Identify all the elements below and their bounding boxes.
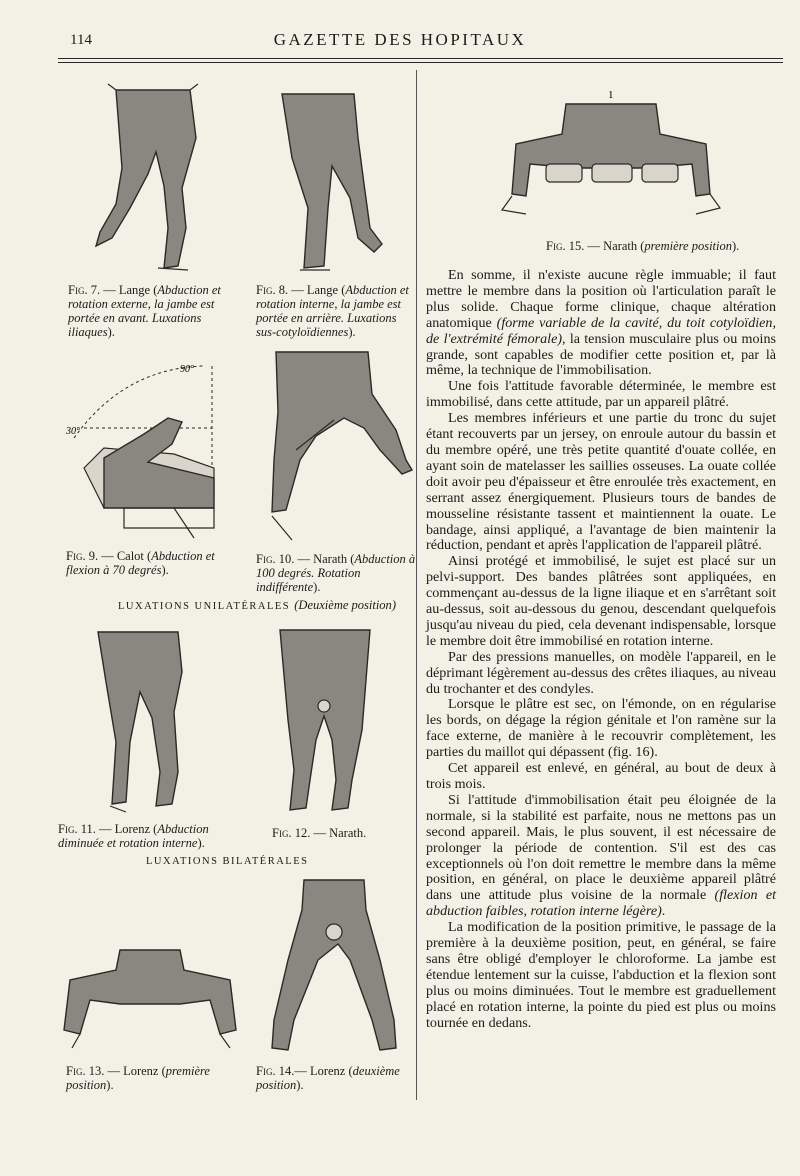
paragraph-6: Lorsque le plâtre est sec, on l'émonde, on en régularise les bords, on dégage la région génitale et l'on ramène sur la face externe, de manière à le recouvrir complètement, les parties du maillot qui dépassent (fig. 16). <box>426 696 776 761</box>
paragraph-1-italic: (forme variable de la cavité, du toit cotyloïdien, de l'extrémité fémorale) <box>426 314 776 347</box>
paragraph-1-end: , la tension musculaire plus ou moins grande, sont capables de modifier cette position et, par là même, la technique de l'immobilisation. <box>426 330 776 379</box>
fig9-author: — Calot <box>98 549 148 563</box>
fig8-label: Fig. 8. <box>256 283 289 297</box>
figure-11-caption <box>58 822 248 850</box>
section-luxations-bilaterales <box>146 856 308 867</box>
paragraph-7: Cet appareil est enlevé, en général, au bout de deux à trois mois. <box>426 760 776 792</box>
fig9-angle-30: 30° <box>66 426 80 437</box>
figure-14-caption <box>256 1064 416 1092</box>
fig15-open: ( <box>640 239 645 253</box>
fig11-desc: Abduction diminuée et rotation interne <box>58 822 209 850</box>
fig8-close: ). <box>348 325 356 339</box>
section-bilateral-text: LUXATIONS BILATÉRALES <box>146 856 309 867</box>
fig7-close: ). <box>107 325 115 339</box>
fig15-desc: première position <box>644 239 732 253</box>
fig7-open: ( <box>153 283 158 297</box>
figure-10-caption <box>256 552 416 594</box>
fig9-label: Fig. 9. <box>66 549 99 563</box>
paragraph-1-start: En somme, il n'existe aucune règle immuable; il faut mettre le membre dans la position où l'articulation paraît le plus solide. Chaque forme clinique, chaque altération anatomique <box>426 267 776 331</box>
fig15-close: ). <box>732 239 740 253</box>
fig11-close: ). <box>197 836 205 850</box>
paragraph-8-italic: (flexion et abduction faibles, rotation interne légère) <box>426 887 776 920</box>
fig13-close: ). <box>106 1078 114 1092</box>
fig7-author: — Lange <box>100 283 154 297</box>
figure-12-illustration <box>266 620 396 820</box>
paragraph-3: Les membres inférieurs et une partie du tronc du sujet étant recouverts par un jersey, on enroule autour du bassin et du membre opéré, une très petite quantité d'ouate collée, en ayant soin de matelasser les saillies osseuses. La ouate collée doit avoir peu d'épaisseur et être enroulée très exactement, en serrant assez énergiquement. Plusieurs tours de bandes de mousseline résistante tassent et maintiennent la ouate. Le bandage, ainsi appliqué, a l'avantage de bien maintenir la réduction, pendant et après l'application de l'appareil plâtré. <box>426 410 776 554</box>
figure-8-caption <box>256 283 416 339</box>
running-head: GAZETTE DES HOPITAUX <box>273 30 527 49</box>
page-number: 114 <box>70 32 92 48</box>
paragraph-9: La modification de la position primitive, le passage de la première à la deuxième position, peut, en général, se faire sans être obligé d'employer le chloroforme. La jambe est étendue lentement sur la cuisse, l'abduction et la flexion sont plus ou moins diminuées. Tout le membre est graduellement placé en rotation interne, la pointe du pied est plus ou moins tournée en dedans. <box>426 919 776 1031</box>
fig11-open: ( <box>153 822 158 836</box>
fig10-author: — Narath <box>294 552 351 566</box>
figure-13-caption <box>66 1064 246 1092</box>
fig14-desc: deuxième position <box>256 1064 400 1092</box>
paragraph-2: Une fois l'attitude favorable déterminée, le membre est immobilisé, dans cette attitude, par un appareil plâtré. <box>426 378 776 411</box>
figure-11-illustration <box>86 622 196 817</box>
fig14-open: ( <box>348 1064 353 1078</box>
fig8-author: — Lange <box>288 283 342 297</box>
figure-10-illustration <box>256 340 416 545</box>
fig8-open: ( <box>341 283 346 297</box>
fig10-open: ( <box>350 552 355 566</box>
fig9-close: ). <box>161 563 169 577</box>
paragraph-5: Par des pressions manuelles, on modèle l'appareil, en le déprimant légèrement au-dessus des crêtes iliaques, au niveau du trochanter et des condyles. <box>426 648 776 697</box>
fig10-close: ). <box>313 580 321 594</box>
fig13-open: ( <box>161 1064 166 1078</box>
fig15-mark: 1 <box>608 89 614 101</box>
paragraph-4: Ainsi protégé et immobilisé, le sujet est placé sur un pelvi-support. Des bandes plâtrées sont appliquées, en commençant au-dessus de la ligne iliaque et en s'arrêtant soit au-dessus, soit au-dessous du genou, descendant quelquefois jusqu'au niveau du pied, cela devenant indispensable, lorsque le membre doit être immobilisé en rotation interne. <box>426 553 776 649</box>
section-unilateral-open: ( <box>294 598 299 612</box>
fig13-desc: première position <box>66 1064 210 1092</box>
fig13-label: Fig. 13. <box>66 1064 105 1078</box>
figure-9-caption <box>66 549 251 577</box>
fig12-author: — Narath. <box>310 826 367 840</box>
article-body <box>426 268 776 1032</box>
fig15-author: — Narath <box>584 239 641 253</box>
fig11-author: — Lorenz <box>95 822 154 836</box>
fig11-label: Fig. 11. <box>58 822 96 836</box>
figure-7-caption <box>68 283 243 339</box>
fig9-angle-90: 90° <box>180 364 194 375</box>
fig8-desc: Abduction et rotation interne, la jambe est portée en arrière. Luxations sus-cotyloïdiennes <box>256 283 409 339</box>
fig14-label: Fig. 14. <box>256 1064 295 1078</box>
column-divider <box>416 70 417 1100</box>
section-unilateral-italic: Deuxième position <box>298 598 392 612</box>
paragraph-8 <box>426 793 776 920</box>
fig7-label: Fig. 7. <box>68 283 101 297</box>
section-unilateral-close: ) <box>391 598 396 612</box>
fig9-desc: Abduction et flexion à 70 degrés <box>66 549 215 577</box>
fig10-label: Fig. 10. <box>256 552 295 566</box>
figure-13-illustration <box>60 930 240 1060</box>
header-rule-thick <box>58 58 783 59</box>
fig15-label: Fig. 15. <box>546 239 585 253</box>
paragraph-8-start: Si l'attitude d'immobilisation était peu éloignée de la normale, si la stabilité est parfaite, nous ne mettons pas un second appareil. Mais, le plus souvent, il est nécessaire de prolonger la période de contention. S'il est des cas exceptionnels où l'on doit remettre le membre dans la même position, en général, on place le deuxième appareil plâtré dans une attitude plus voisine de la normale <box>426 791 776 904</box>
figure-9-illustration <box>64 358 244 543</box>
figure-8-illustration <box>270 88 400 278</box>
fig14-author: — Lorenz <box>294 1064 349 1078</box>
figure-7-illustration <box>78 78 228 278</box>
fig14-close: ). <box>296 1078 304 1092</box>
fig10-desc: Abduction à 100 degrés. Rotation indifférente <box>256 552 416 594</box>
figure-12-caption <box>272 826 412 840</box>
figure-15-illustration <box>496 84 726 229</box>
fig12-label: Fig. 12. <box>272 826 311 840</box>
figure-15-caption <box>546 239 766 253</box>
fig7-desc: Abduction et rotation externe, la jambe est portée en avant. Luxations iliaques <box>68 283 221 339</box>
fig13-author: — Lorenz <box>104 1064 162 1078</box>
section-unilateral-text: LUXATIONS UNILATÉRALES <box>118 601 295 612</box>
section-luxations-unilaterales <box>118 598 396 613</box>
paragraph-1 <box>426 268 776 379</box>
header-rule-thin <box>58 62 783 63</box>
paragraph-8-end: . <box>661 903 666 920</box>
figure-14-illustration <box>254 870 414 1060</box>
fig9-open: ( <box>147 549 152 563</box>
